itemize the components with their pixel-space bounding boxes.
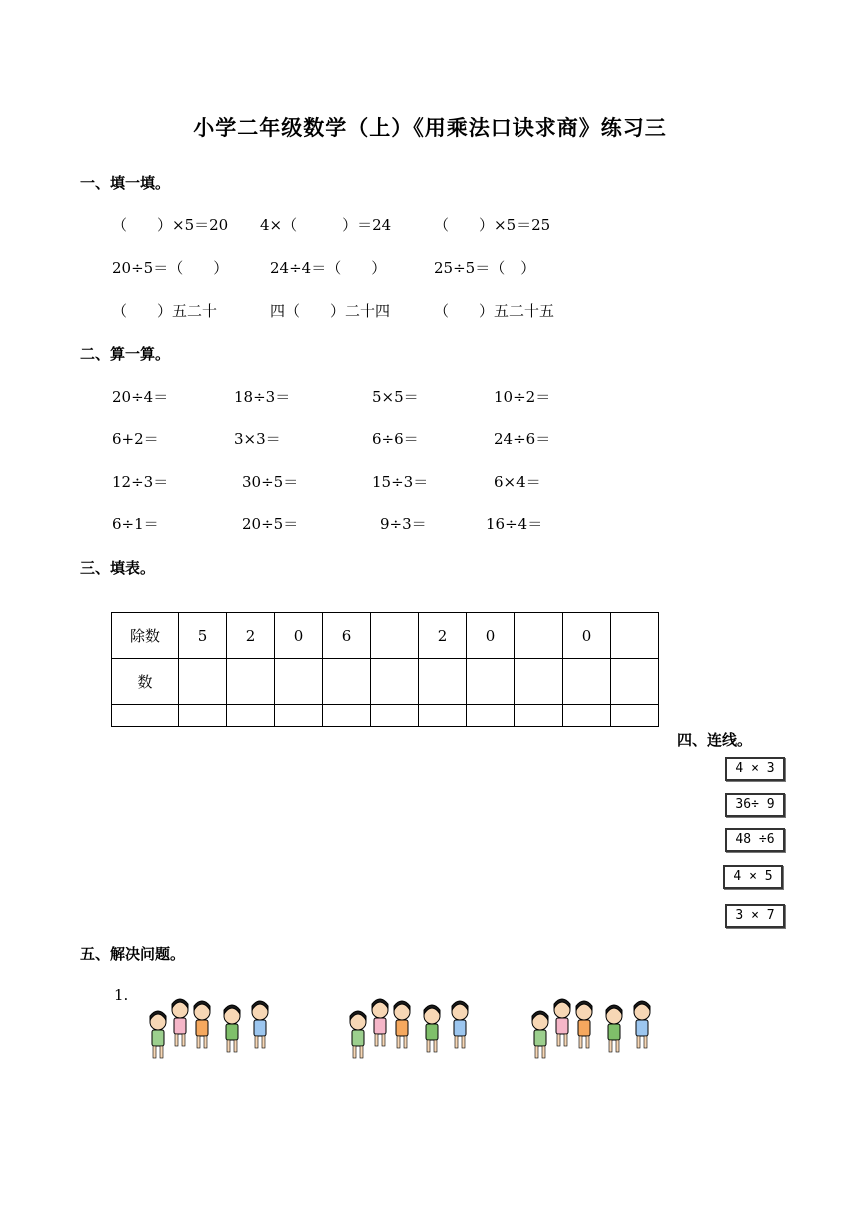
table-cell [611,613,659,659]
table-cell [323,659,371,705]
calc-item: 5×5＝ [372,388,419,406]
children-illustration [340,992,480,1064]
children-group-icon [140,992,280,1064]
problem-number: 1. [114,986,129,1004]
fill-item: 四（ ）二十四 [270,302,391,320]
table-cell [227,659,275,705]
children-illustration [140,992,280,1064]
table-cell [467,705,515,727]
table-row-head: 数 [112,659,179,705]
match-box[interactable]: 3 × 7 [725,904,785,928]
calc-item: 6×4＝ [494,473,541,491]
section-3-heading: 三、填表。 [80,559,156,577]
table-cell [563,705,611,727]
table-cell: 6 [323,613,371,659]
calc-item: 24÷6＝ [494,430,551,448]
table-cell [515,659,563,705]
calc-item: 3×3＝ [234,430,281,448]
children-group-icon [340,992,480,1064]
calc-item: 9÷3＝ [380,515,427,533]
table-cell [563,659,611,705]
table-cell [227,705,275,727]
table-cell: 0 [275,613,323,659]
table-cell: 0 [563,613,611,659]
calc-item: 15÷3＝ [372,473,429,491]
section-5-heading: 五、解决问题。 [80,945,186,963]
table-cell [275,659,323,705]
table-cell [515,705,563,727]
calc-item: 20÷4＝ [112,388,169,406]
table-row [112,705,659,727]
table-cell [371,705,419,727]
table-cell [467,659,515,705]
table-cell [179,659,227,705]
children-group-icon [522,992,662,1064]
table-cell [419,659,467,705]
fill-item: （ ）五二十五 [434,302,555,320]
table-cell [515,613,563,659]
table-row [112,659,659,705]
match-box[interactable]: 4 × 3 [725,757,785,781]
calc-item: 20÷5＝ [242,515,299,533]
calc-item: 6÷1＝ [112,515,159,533]
table-cell [371,613,419,659]
page-title: 小学二年级数学（上）《用乘法口诀求商》练习三 [193,115,667,140]
table-cell [611,659,659,705]
fill-item: 24÷4＝（ ） [270,259,387,277]
fill-item: 20÷5＝（ ） [112,259,229,277]
table-cell [419,705,467,727]
match-box[interactable]: 4 × 5 [723,865,783,889]
table-cell: 0 [467,613,515,659]
fill-item: （ ）×5＝25 [434,216,551,234]
table-cell [611,705,659,727]
fill-item: （ ）×5＝20 [112,216,229,234]
section-1-heading: 一、填一填。 [80,174,171,192]
table-cell [323,705,371,727]
table-cell: 2 [227,613,275,659]
match-box[interactable]: 36÷ 9 [725,793,785,817]
children-illustration [522,992,662,1064]
section-4-heading: 四、连线。 [677,731,753,749]
calc-item: 18÷3＝ [234,388,291,406]
calc-item: 12÷3＝ [112,473,169,491]
calc-item: 16÷4＝ [486,515,543,533]
fill-table [111,612,659,727]
calc-item: 6÷6＝ [372,430,419,448]
table-cell: 2 [419,613,467,659]
table-cell [179,705,227,727]
fill-item: 25÷5＝（ ） [434,259,536,277]
calc-item: 10÷2＝ [494,388,551,406]
table-row-head [112,705,179,727]
table-cell [275,705,323,727]
section-2-heading: 二、算一算。 [80,345,171,363]
fill-item: 4×（ ）＝24 [260,216,392,234]
calc-item: 30÷5＝ [242,473,299,491]
table-row-head: 除数 [112,613,179,659]
calc-item: 6+2＝ [112,430,159,448]
table-cell [371,659,419,705]
table-cell: 5 [179,613,227,659]
match-box[interactable]: 48 ÷6 [725,828,785,852]
fill-item: （ ）五二十 [112,302,218,320]
table-row [112,613,659,659]
